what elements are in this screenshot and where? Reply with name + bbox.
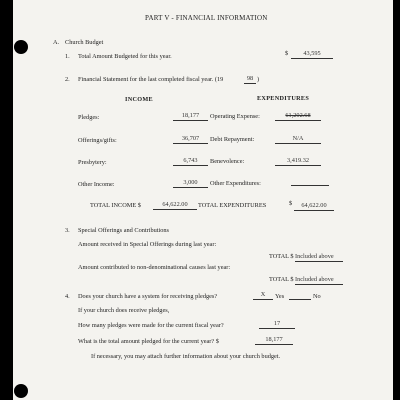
fiscal-year: 98: [246, 75, 254, 82]
expense-value: 61,202.68: [285, 112, 311, 119]
total-expenditures-currency: $: [289, 200, 293, 207]
item4-number: 4.: [65, 293, 70, 300]
page-title: PART V - FINANCIAL INFORMATION: [145, 14, 268, 22]
income-label: Other Income:: [78, 181, 115, 188]
item3-line1: Amount received in Special Offerings during last year:: [78, 241, 217, 248]
item4-sub2: How many pledges were made for the current fiscal year?: [78, 322, 224, 329]
item3-total1-label: TOTAL $: [269, 253, 294, 260]
expense-value-line: [275, 143, 321, 144]
item4-note: If necessary, you may attach further information about your church budget.: [91, 353, 281, 360]
pledge-total-line: [255, 344, 293, 345]
item3-number: 3.: [65, 227, 70, 234]
pledge-count-line: [259, 328, 295, 329]
expense-value-line: [275, 120, 321, 121]
item3-text: Special Offerings and Contributions: [78, 227, 170, 234]
item4-question: Does your church have a system for receiving pledges?: [78, 293, 218, 300]
item3-total2-label: TOTAL $: [269, 276, 294, 283]
total-income-line: [153, 209, 197, 210]
total-income-value: 64,622.00: [162, 201, 188, 208]
total-income-label: TOTAL INCOME $: [90, 202, 141, 209]
pledge-no-label: No: [313, 293, 321, 300]
section-a-title: Church Budget: [65, 39, 104, 46]
income-value-line: [173, 165, 208, 166]
expense-label: Other Expenditures:: [210, 180, 261, 187]
pledge-yes-line: [253, 299, 273, 300]
item1-number: 1.: [65, 53, 70, 60]
income-value-line: [173, 143, 208, 144]
binder-hole: [14, 40, 28, 54]
item2-close: ): [257, 76, 260, 83]
expense-label: Benevolence:: [210, 158, 245, 165]
income-label: Presbytery:: [78, 159, 107, 166]
expense-label: Debt Repayment:: [210, 136, 255, 143]
expense-label: Operating Expense:: [210, 113, 260, 120]
item4-sub3: What is the total amount pledged for the current year? $: [78, 338, 219, 345]
item3-line2: Amount contributed to non-denominational causes last year:: [78, 264, 231, 271]
fiscal-year-line: [244, 83, 256, 84]
expense-value-line: [275, 165, 321, 166]
income-value-line: [173, 187, 208, 188]
income-value-line: [173, 120, 208, 121]
pledge-yes-mark: X: [260, 291, 266, 298]
income-value: 36,707: [181, 135, 200, 142]
budget-amount: 43,595: [303, 50, 321, 57]
income-header: INCOME: [125, 96, 153, 103]
budget-amount-line: [291, 58, 333, 59]
item1-text: Total Amount Budgeted for this year.: [78, 53, 172, 60]
pledge-count: 17: [273, 320, 281, 327]
income-label: Offerings/gifts:: [78, 137, 117, 144]
item4-sub1: If your church does receive pledges,: [78, 307, 170, 314]
section-a-label: A.: [53, 39, 60, 46]
item2-text: Financial Statement for the last completed fiscal year. (19: [78, 76, 224, 83]
pledge-no-line: [289, 299, 311, 300]
income-value: 6,743: [183, 157, 198, 164]
expenditures-header: EXPENDITURES: [257, 95, 310, 102]
total-expenditures-label: TOTAL EXPENDITURES: [198, 202, 267, 209]
total-expenditures-line: [294, 210, 334, 211]
total-expenditures-value: 64,622.00: [301, 202, 327, 209]
income-value: 3,000: [183, 179, 198, 186]
special-offerings-total: Included above: [295, 253, 334, 260]
expense-value: N/A: [292, 135, 304, 142]
binder-hole: [14, 384, 28, 398]
document-page: [13, 0, 393, 400]
non-denominational-total: Included above: [295, 276, 334, 283]
pledge-total: 18,177: [265, 336, 283, 343]
income-label: Pledges:: [78, 114, 100, 121]
expense-value: 3,419.32: [286, 157, 310, 164]
item2-number: 2.: [65, 76, 70, 83]
non-denominational-line: [295, 284, 343, 285]
income-value: 18,177: [181, 112, 200, 119]
pledge-yes-label: Yes: [275, 293, 285, 300]
item1-currency: $: [285, 50, 289, 57]
special-offerings-line: [295, 261, 343, 262]
expense-value-line: [291, 185, 329, 186]
